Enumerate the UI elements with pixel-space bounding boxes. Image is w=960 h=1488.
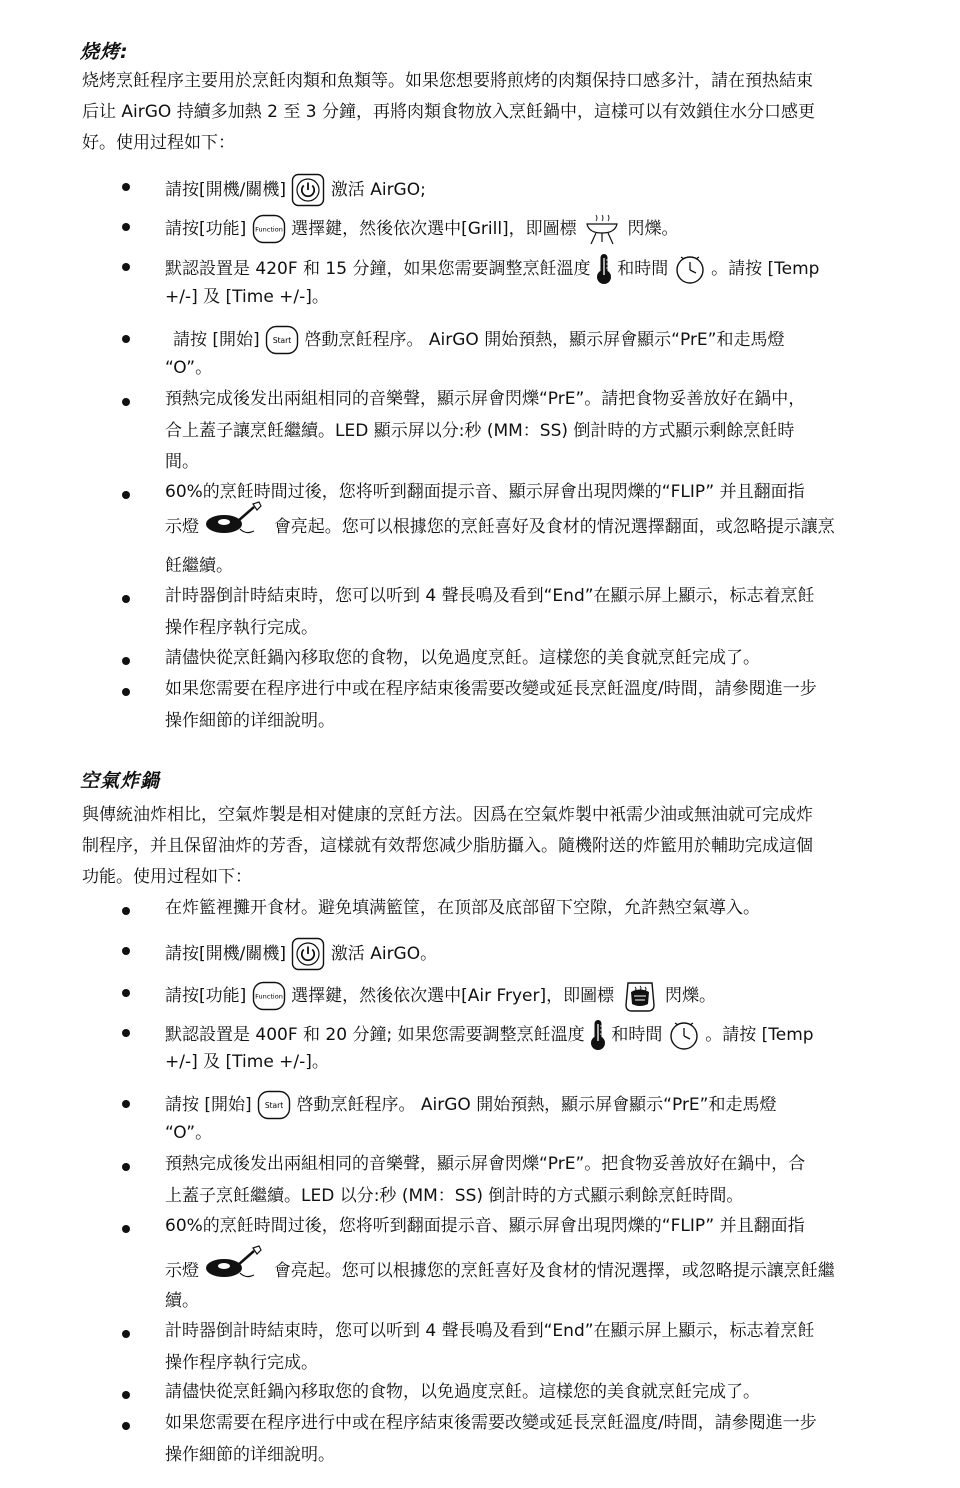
list-item: 請按[功能] Function 選擇鍵，然後依次選中[Air Fryer]，即圖標 閃爍。 xyxy=(165,979,716,1013)
svg-text:Start: Start xyxy=(272,336,292,345)
svg-text:Function: Function xyxy=(254,225,283,234)
bullet xyxy=(122,1330,130,1338)
list-item-continuation: +/-] 及 [Time +/-]。 xyxy=(165,1052,329,1072)
list-item: 請按[功能] Function 選擇鍵，然後依次選中[Grill]，即圖標 閃爍。 xyxy=(165,213,679,245)
grill-intro xyxy=(82,66,882,159)
thermometer-icon xyxy=(596,253,612,285)
list-item: 計時器倒計時結束時，您可以听到 4 聲長鳴及看到“End”在顯示屏上顯示，标志着烹飪 xyxy=(165,1321,815,1341)
bullet xyxy=(122,223,130,231)
bullet xyxy=(122,989,130,997)
power-icon xyxy=(291,173,325,207)
airfryer-intro-line: 制程序，并且保留油炸的芳香，這樣就有效帮您减少脂肪攝入。隨機附送的炸籃用於輔助完成這個 xyxy=(82,836,813,856)
clock-icon xyxy=(674,253,706,285)
grill-intro-line: 烧烤烹飪程序主要用於烹飪肉類和魚類等。如果您想要將煎烤的肉類保持口感多汁，請在預热結束 xyxy=(82,71,813,91)
grill-intro-line: 好。使用过程如下： xyxy=(82,133,235,153)
list-item-continuation: 示燈 會亮起。您可以根據您的烹飪喜好及食材的情況選擇，或忽略提示讓烹飪繼 xyxy=(165,1259,835,1283)
svg-text:Function: Function xyxy=(254,992,283,1001)
list-item-continuation: 示燈 會亮起。您可以根據您的烹飪喜好及食材的情況選擇翻面，或忽略提示讓烹 xyxy=(165,515,835,539)
thermometer-icon xyxy=(590,1019,606,1051)
bullet xyxy=(122,657,130,665)
function-button-icon xyxy=(252,214,286,244)
list-item: 默認設置是 420F 和 15 分鐘，如果您需要調整烹飪溫度 和時間 。請按 [Temp xyxy=(165,253,819,285)
bullet xyxy=(122,1391,130,1399)
svg-text:Start: Start xyxy=(264,1101,284,1110)
bullet xyxy=(122,1422,130,1430)
clock-icon xyxy=(668,1019,700,1051)
list-item: 請按[開機/關機] 激活 AirGO; xyxy=(165,173,426,207)
grill-section-title: 烧烤: xyxy=(80,41,129,63)
bullet xyxy=(122,335,130,343)
list-item-continuation: “O”。 xyxy=(165,358,213,378)
bullet xyxy=(122,183,130,191)
bullet xyxy=(122,491,130,499)
start-button-icon xyxy=(265,325,299,355)
list-item-continuation: 上蓋子烹飪繼續。LED 以分:秒 (MM：SS) 倒計時的方式顯示剩餘烹飪時間。 xyxy=(165,1186,744,1206)
list-item: 請儘快從烹飪鍋內移取您的食物，以免過度烹飪。這樣您的美食就烹飪完成了。 xyxy=(165,648,760,668)
list-item: 預熱完成後发出兩組相同的音樂聲，顯示屏會閃爍“PrE”。把食物妥善放好在鍋中，合 xyxy=(165,1154,806,1174)
airfryer-intro-line: 功能。使用过程如下： xyxy=(82,867,252,887)
grill-icon xyxy=(582,213,622,245)
list-item-continuation: 操作細節的详细說明。 xyxy=(165,1445,335,1465)
air-fryer-icon xyxy=(620,979,660,1013)
list-item: 請按 [開始] Start 啓動烹飪程序。 AirGO 開始預熱，顯示屏會顯示“PrE”和走馬燈 xyxy=(165,1090,776,1120)
list-item-continuation: “O”。 xyxy=(165,1123,213,1143)
start-button-icon xyxy=(257,1090,291,1120)
list-item: 請按[開機/關機] 激活 AirGO。 xyxy=(165,937,437,971)
list-item: 預熱完成後发出兩組相同的音樂聲，顯示屏會閃爍“PrE”。請把食物妥善放好在鍋中， xyxy=(165,389,806,409)
bullet xyxy=(122,1225,130,1233)
flip-indicator-icon xyxy=(204,501,268,539)
list-item: 請按 [開始] Start 啓動烹飪程序。 AirGO 開始預熱，顯示屏會顯示“PrE”和走馬燈 xyxy=(173,325,784,355)
list-item: 請儘快從烹飪鍋內移取您的食物，以免過度烹飪。這樣您的美食就烹飪完成了。 xyxy=(165,1382,760,1402)
airfryer-intro-line: 與傳統油炸相比，空氣炸製是相对健康的烹飪方法。因爲在空氣炸製中衹需少油或無油就可完成炸 xyxy=(82,805,813,825)
bullet xyxy=(122,263,130,271)
bullet xyxy=(122,947,130,955)
list-item-continuation: 操作程序執行完成。 xyxy=(165,1353,318,1373)
list-item: 計時器倒計時結束時，您可以听到 4 聲長鳴及看到“End”在顯示屏上顯示，标志着烹飪 xyxy=(165,586,815,606)
list-item: 默認設置是 400F 和 20 分鐘; 如果您需要調整烹飪溫度 和時間 。請按 [Temp xyxy=(165,1019,814,1051)
list-item: 60%的烹飪時間过後，您将听到翻面提示音、顯示屏會出現閃爍的“FLIP” 并且翻面指 xyxy=(165,1216,805,1236)
airfryer-intro xyxy=(82,800,882,893)
list-item-continuation: 合上蓋子讓烹飪繼續。LED 顯示屏以分:秒 (MM：SS) 倒計時的方式顯示剩餘烹飪時 xyxy=(165,421,795,441)
list-item: 60%的烹飪時間过後，您将听到翻面提示音、顯示屏會出現閃爍的“FLIP” 并且翻面指 xyxy=(165,482,805,502)
list-item-continuation: 操作程序執行完成。 xyxy=(165,618,318,638)
list-item-continuation: +/-] 及 [Time +/-]。 xyxy=(165,287,329,307)
list-item-continuation: 操作細節的详细說明。 xyxy=(165,711,335,731)
bullet xyxy=(122,907,130,915)
list-item-continuation: 間。 xyxy=(165,452,199,472)
list-item: 如果您需要在程序进行中或在程序結束後需要改變或延長烹飪溫度/時間，請參閱進一步 xyxy=(165,1413,817,1433)
bullet xyxy=(122,398,130,406)
list-item: 如果您需要在程序进行中或在程序結束後需要改變或延長烹飪溫度/時間，請參閱進一步 xyxy=(165,679,817,699)
function-button-icon xyxy=(252,981,286,1011)
list-item: 在炸籃裡攤开食材。避免填满籃筐，在顶部及底部留下空隙，允許熱空氣導入。 xyxy=(165,898,760,918)
bullet xyxy=(122,595,130,603)
grill-intro-line: 后让 AirGO 持續多加熱 2 至 3 分鐘，再將肉類食物放入烹飪鍋中，這樣可以有效鎖住水分口感更 xyxy=(82,102,815,122)
bullet xyxy=(122,1100,130,1108)
bullet xyxy=(122,688,130,696)
list-item-continuation: 飪繼續。 xyxy=(165,556,233,576)
flip-indicator-icon xyxy=(204,1245,268,1283)
list-item-continuation: 續。 xyxy=(165,1291,199,1311)
bullet xyxy=(122,1163,130,1171)
airfryer-section-title: 空氣炸鍋 xyxy=(80,770,161,792)
power-icon xyxy=(291,937,325,971)
bullet xyxy=(122,1029,130,1037)
